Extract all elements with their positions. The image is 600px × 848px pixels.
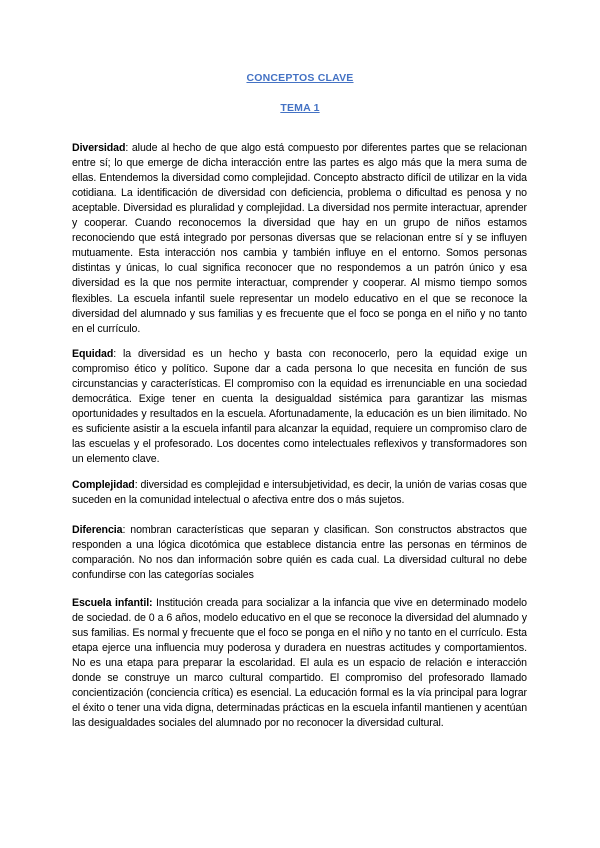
definition-diferencia: nombran características que separan y clasifican. Son constructos abstractos que responden a una lógica dicotómica que establece distancia entre las personas en términos de comparación. No nos dan información sobre quién es cada cual. La diversidad cultural no debe confundirse con las categorías sociales xyxy=(72,523,527,581)
term-diversidad: Diversidad xyxy=(72,141,126,154)
term-escuela-infantil: Escuela infantil: xyxy=(72,596,153,609)
term-separator: : xyxy=(125,141,132,154)
term-complejidad: Complejidad xyxy=(72,478,135,491)
term-separator: : xyxy=(134,478,141,491)
definition-diversidad: alude al hecho de que algo está compuesto por diferentes partes que se relacionan entre sí; lo que emerge de dicha interacción entre las partes es algo más que la mera suma de ellas. Entendemos la diversidad como complejidad. Concepto abstracto difícil de utilizar en la vida cotidiana. La identificación de diversidad con deficiencia, problema o dificultad es penosa y no aceptable. Diversidad es pluralidad y complejidad. La diversidad nos permite interactuar, aprender y cooperar. Cuando reconocemos la diversidad que hay en un grupo de niños estamos reconociendo que está integrado por personas diversas que se relacionan entre sí y se influyen mutuamente. Esta interacción nos cambia y también influye en el entorno. Somos personas distintas y únicas, lo cual significa reconocer que no respondemos a un patrón único y esa diversidad es la que nos permite interactuar, comprender y cooperar. Al mismo tiempo somos flexibles. La escuela infantil suele representar un modelo educativo en el que se reconoce la diversidad del alumnado y sus familias y es frecuente que el foco se ponga en el niño y no tanto en el currículo. xyxy=(72,141,527,335)
definition-escuela-infantil: Institución creada para socializar a la infancia que vive en determinado modelo de sociedad. de 0 a 6 años, modelo educativo en el que se reconoce la diversidad del alumnado y sus familias. Es normal y frecuente que el foco se ponga en el niño y no tanto en el currículo. Esta etapa ejerce una influencia muy poderosa y duradera en nuestras actitudes y comportamientos. No es una etapa para preparar la escolaridad. El aula es un espacio de relación e interacción donde se construye un marco cultural compartido. El compromiso del profesorado llamado concientización (conciencia crítica) es esencial. La educación formal es la vía principal para lograr el éxito o tener una vida digna, determinadas prácticas en la escuela infantil mantienen y acentúan las desigualdades sociales del alumnado por no reconocer la diversidad cultural. xyxy=(72,596,527,730)
paragraph-escuela-infantil xyxy=(72,596,527,732)
term-separator: : xyxy=(122,523,131,536)
document-subtitle: TEMA 1 xyxy=(280,102,320,114)
paragraph-diferencia xyxy=(72,523,527,583)
term-diferencia: Diferencia xyxy=(72,523,123,536)
definition-equidad: la diversidad es un hecho y basta con reconocerlo, pero la equidad exige un compromiso ético y político. Supone dar a cada persona lo que necesita en función de sus circunstancias y características. El compromiso con la equidad es irrenunciable en una sociedad democrática. Exige tener en cuenta la desigualdad sistémica para garantizar las mismas oportunidades y resultados en la escuela. Afortunadamente, la educación es un bien ilimitado. No es suficiente asistir a la escuela infantil para alcanzar la equidad, requiere un compromiso claro de las escuelas y el profesorado. Los docentes como intelectuales reflexivos y transformadores son un elemento clave. xyxy=(72,347,528,466)
term-equidad: Equidad xyxy=(72,347,114,360)
paragraph-diversidad xyxy=(72,141,527,337)
paragraph-complejidad xyxy=(72,478,527,508)
definition-complejidad: diversidad es complejidad e intersubjetividad, es decir, la unión de varias cosas que suceden en la comunidad intelectual o afectiva entre dos o más sujetos. xyxy=(72,478,527,506)
term-separator: : xyxy=(113,347,124,360)
document-title: CONCEPTOS CLAVE xyxy=(246,72,354,84)
paragraph-equidad xyxy=(72,347,527,468)
